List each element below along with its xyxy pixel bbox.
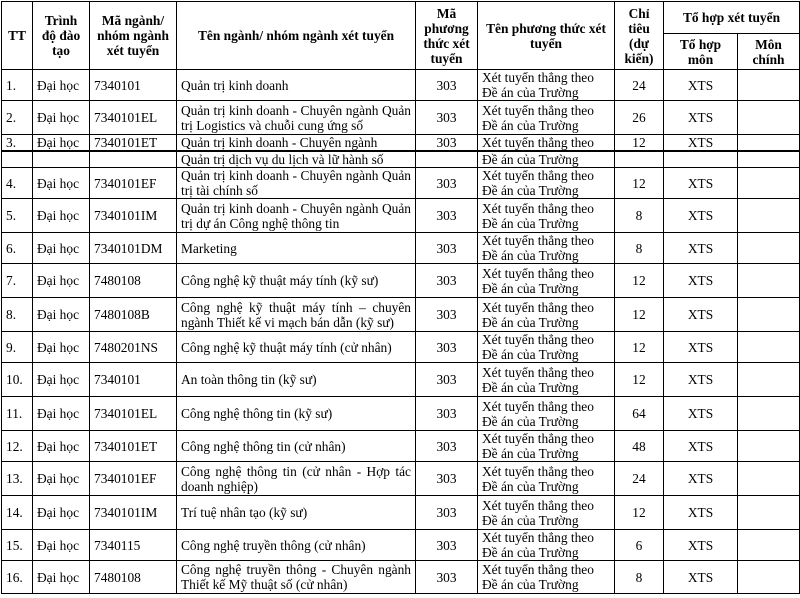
cell-major: Công nghệ kỹ thuật máy tính – chuyên ngành Thiết kế vi mạch bán dẫn (kỹ sư) — [177, 298, 416, 332]
cell-code: 7340101EL — [90, 101, 177, 135]
cell-method: Xét tuyển thẳng theo Đề án của Trường — [478, 199, 615, 233]
cell-method: Xét tuyển thẳng theo Đề án của Trường — [478, 431, 615, 462]
cell-method: Xét tuyển thẳng theo Đề án của Trường — [478, 101, 615, 135]
cell-method: Xét tuyển thẳng theo Đề án của Trường — [478, 397, 615, 431]
cell-level: Đại học — [33, 168, 90, 199]
cell-combo: XTS — [664, 70, 738, 101]
cell-method-code: 303 — [416, 135, 478, 152]
cell-level: Đại học — [33, 199, 90, 233]
table-row — [2, 496, 800, 530]
cell-code: 7340101EL — [90, 397, 177, 431]
cell-tt: 2. — [2, 101, 33, 135]
cell-tt: 15. — [2, 530, 33, 561]
cell-code: 7340101 — [90, 70, 177, 101]
cell-method: Xét tuyển thẳng theo Đề án của Trường — [478, 70, 615, 101]
cell-level: Đại học — [33, 264, 90, 298]
cell-method-code: 303 — [416, 332, 478, 363]
cell-combo: XTS — [664, 199, 738, 233]
cell-combo: XTS — [664, 298, 738, 332]
cell-major: Công nghệ truyền thông - Chuyên ngành Thiết kế Mỹ thuật số (cử nhân) — [177, 561, 416, 594]
cell-tt: 7. — [2, 264, 33, 298]
table-row — [2, 264, 800, 298]
cell-main-subject — [738, 151, 800, 168]
cell-combo — [664, 151, 738, 168]
cell-method: Xét tuyển thẳng theo Đề án của Trường — [478, 363, 615, 397]
header-main-subject: Môn chính — [738, 34, 800, 70]
cell-main-subject — [738, 168, 800, 199]
cell-main-subject — [738, 298, 800, 332]
cell-main-subject — [738, 462, 800, 496]
cell-main-subject — [738, 363, 800, 397]
cell-level: Đại học — [33, 561, 90, 594]
cell-combo: XTS — [664, 264, 738, 298]
table-row — [2, 135, 800, 152]
table-row — [2, 332, 800, 363]
cell-code: 7340101DM — [90, 233, 177, 264]
cell-main-subject — [738, 70, 800, 101]
table-row — [2, 363, 800, 397]
cell-tt: 13. — [2, 462, 33, 496]
cell-level: Đại học — [33, 530, 90, 561]
cell-level: Đại học — [33, 431, 90, 462]
admission-table — [1, 1, 800, 594]
cell-combo: XTS — [664, 168, 738, 199]
cell-combo: XTS — [664, 101, 738, 135]
cell-method-code: 303 — [416, 530, 478, 561]
cell-code: 7340101ET — [90, 431, 177, 462]
table-row-continuation — [2, 151, 800, 168]
cell-code: 7480108B — [90, 298, 177, 332]
cell-main-subject — [738, 135, 800, 152]
cell-method-code: 303 — [416, 101, 478, 135]
cell-method: Xét tuyển thẳng theo Đề án của Trường — [478, 530, 615, 561]
cell-tt: 11. — [2, 397, 33, 431]
cell-method-code: 303 — [416, 496, 478, 530]
cell-tt: 16. — [2, 561, 33, 594]
cell-main-subject — [738, 397, 800, 431]
cell-method-code: 303 — [416, 397, 478, 431]
cell-major: Quản trị kinh doanh - Chuyên ngành Quản trị tài chính số — [177, 168, 416, 199]
cell-major: Công nghệ kỹ thuật máy tính (cử nhân) — [177, 332, 416, 363]
cell-quota: 64 — [615, 397, 664, 431]
cell-level: Đại học — [33, 298, 90, 332]
cell-method: Xét tuyển thẳng theo Đề án của Trường — [478, 264, 615, 298]
cell-code: 7340115 — [90, 530, 177, 561]
header-level: Trình độ đào tạo — [33, 2, 90, 70]
cell-level: Đại học — [33, 496, 90, 530]
cell-method: Xét tuyển thẳng theo Đề án của Trường — [478, 233, 615, 264]
cell-quota: 8 — [615, 199, 664, 233]
cell-level — [33, 151, 90, 168]
cell-tt: 12. — [2, 431, 33, 462]
cell-method: Xét tuyển thẳng theo Đề án của Trường — [478, 298, 615, 332]
cell-tt: 10. — [2, 363, 33, 397]
cell-tt: 6. — [2, 233, 33, 264]
cell-quota: 12 — [615, 363, 664, 397]
table-row — [2, 431, 800, 462]
cell-combo: XTS — [664, 332, 738, 363]
cell-method-cont: Đề án của Trường — [478, 151, 615, 168]
cell-major: An toàn thông tin (kỹ sư) — [177, 363, 416, 397]
table-row — [2, 561, 800, 594]
cell-combo: XTS — [664, 530, 738, 561]
cell-quota: 12 — [615, 332, 664, 363]
cell-method-code: 303 — [416, 298, 478, 332]
table-row — [2, 70, 800, 101]
cell-combo: XTS — [664, 496, 738, 530]
cell-main-subject — [738, 233, 800, 264]
cell-major: Công nghệ thông tin (kỹ sư) — [177, 397, 416, 431]
cell-combo: XTS — [664, 431, 738, 462]
cell-main-subject — [738, 332, 800, 363]
cell-combo: XTS — [664, 135, 738, 152]
cell-major: Công nghệ truyền thông (cử nhân) — [177, 530, 416, 561]
cell-major: Quản trị kinh doanh - Chuyên ngành Quản trị Logistics và chuỗi cung ứng số — [177, 101, 416, 135]
cell-quota: 24 — [615, 70, 664, 101]
cell-combo: XTS — [664, 462, 738, 496]
cell-method-code: 303 — [416, 431, 478, 462]
cell-tt: 1. — [2, 70, 33, 101]
cell-method: Xét tuyển thẳng theo Đề án của Trường — [478, 332, 615, 363]
cell-major: Công nghệ kỹ thuật máy tính (kỹ sư) — [177, 264, 416, 298]
cell-main-subject — [738, 199, 800, 233]
cell-quota: 26 — [615, 101, 664, 135]
cell-code — [90, 151, 177, 168]
cell-quota: 12 — [615, 298, 664, 332]
header-combo: Tổ hợp môn — [664, 34, 738, 70]
table-row — [2, 101, 800, 135]
cell-main-subject — [738, 496, 800, 530]
table-row — [2, 462, 800, 496]
cell-quota: 48 — [615, 431, 664, 462]
cell-code: 7480201NS — [90, 332, 177, 363]
cell-level: Đại học — [33, 233, 90, 264]
cell-major-cont: Quản trị dịch vụ du lịch và lữ hành số — [177, 151, 416, 168]
cell-tt — [2, 151, 33, 168]
cell-method: Xét tuyển thẳng theo Đề án của Trường — [478, 496, 615, 530]
cell-level: Đại học — [33, 363, 90, 397]
header-tt: TT — [2, 2, 33, 70]
cell-code: 7480108 — [90, 264, 177, 298]
cell-quota — [615, 151, 664, 168]
cell-major: Công nghệ thông tin (cử nhân - Hợp tác doanh nghiệp) — [177, 462, 416, 496]
cell-code: 7340101IM — [90, 496, 177, 530]
header-code: Mã ngành/ nhóm ngành xét tuyển — [90, 2, 177, 70]
cell-code: 7340101EF — [90, 462, 177, 496]
cell-code: 7480108 — [90, 561, 177, 594]
cell-major: Quản trị kinh doanh - Chuyên ngành Quản trị dự án Công nghệ thông tin — [177, 199, 416, 233]
header-major: Tên ngành/ nhóm ngành xét tuyển — [177, 2, 416, 70]
table-body — [2, 70, 800, 594]
table-row — [2, 199, 800, 233]
cell-combo: XTS — [664, 397, 738, 431]
cell-method: Xét tuyển thẳng theo Đề án của Trường — [478, 168, 615, 199]
cell-tt: 5. — [2, 199, 33, 233]
table-row — [2, 168, 800, 199]
cell-method-code: 303 — [416, 70, 478, 101]
cell-main-subject — [738, 101, 800, 135]
cell-main-subject — [738, 264, 800, 298]
cell-major: Trí tuệ nhân tạo (kỹ sư) — [177, 496, 416, 530]
cell-quota: 12 — [615, 496, 664, 530]
cell-major: Marketing — [177, 233, 416, 264]
cell-quota: 24 — [615, 462, 664, 496]
cell-code: 7340101IM — [90, 199, 177, 233]
cell-combo: XTS — [664, 363, 738, 397]
cell-combo: XTS — [664, 233, 738, 264]
header-method-code: Mã phương thức xét tuyển — [416, 2, 478, 70]
cell-quota: 8 — [615, 233, 664, 264]
cell-combo: XTS — [664, 561, 738, 594]
cell-method-code: 303 — [416, 363, 478, 397]
cell-level: Đại học — [33, 332, 90, 363]
cell-code: 7340101ET — [90, 135, 177, 152]
cell-level: Đại học — [33, 462, 90, 496]
table-row — [2, 530, 800, 561]
header-row-1 — [2, 2, 800, 34]
cell-major: Quản trị kinh doanh - Chuyên ngành — [177, 135, 416, 152]
cell-method-code: 303 — [416, 168, 478, 199]
cell-level: Đại học — [33, 397, 90, 431]
cell-quota: 12 — [615, 168, 664, 199]
cell-quota: 12 — [615, 135, 664, 152]
cell-tt: 8. — [2, 298, 33, 332]
cell-main-subject — [738, 561, 800, 594]
cell-tt: 9. — [2, 332, 33, 363]
cell-method: Xét tuyển thẳng theo — [478, 135, 615, 152]
cell-quota: 6 — [615, 530, 664, 561]
cell-major: Quản trị kinh doanh — [177, 70, 416, 101]
cell-method-code — [416, 151, 478, 168]
header-method-name: Tên phương thức xét tuyển — [478, 2, 615, 70]
cell-major: Công nghệ thông tin (cử nhân) — [177, 431, 416, 462]
cell-level: Đại học — [33, 70, 90, 101]
table-row — [2, 298, 800, 332]
cell-code: 7340101 — [90, 363, 177, 397]
cell-method-code: 303 — [416, 233, 478, 264]
cell-method-code: 303 — [416, 199, 478, 233]
cell-method-code: 303 — [416, 561, 478, 594]
table-row — [2, 397, 800, 431]
cell-tt: 14. — [2, 496, 33, 530]
cell-quota: 8 — [615, 561, 664, 594]
cell-main-subject — [738, 431, 800, 462]
cell-tt: 3. — [2, 135, 33, 152]
cell-level: Đại học — [33, 101, 90, 135]
header-quota: Chỉ tiêu (dự kiến) — [615, 2, 664, 70]
cell-main-subject — [738, 530, 800, 561]
header-combo-group: Tổ hợp xét tuyển — [664, 2, 800, 34]
cell-quota: 12 — [615, 264, 664, 298]
cell-tt: 4. — [2, 168, 33, 199]
table-row — [2, 233, 800, 264]
cell-method: Xét tuyển thẳng theo Đề án của Trường — [478, 561, 615, 594]
cell-level: Đại học — [33, 135, 90, 152]
cell-method-code: 303 — [416, 462, 478, 496]
cell-code: 7340101EF — [90, 168, 177, 199]
cell-method-code: 303 — [416, 264, 478, 298]
cell-method: Xét tuyển thẳng theo Đề án của Trường — [478, 462, 615, 496]
